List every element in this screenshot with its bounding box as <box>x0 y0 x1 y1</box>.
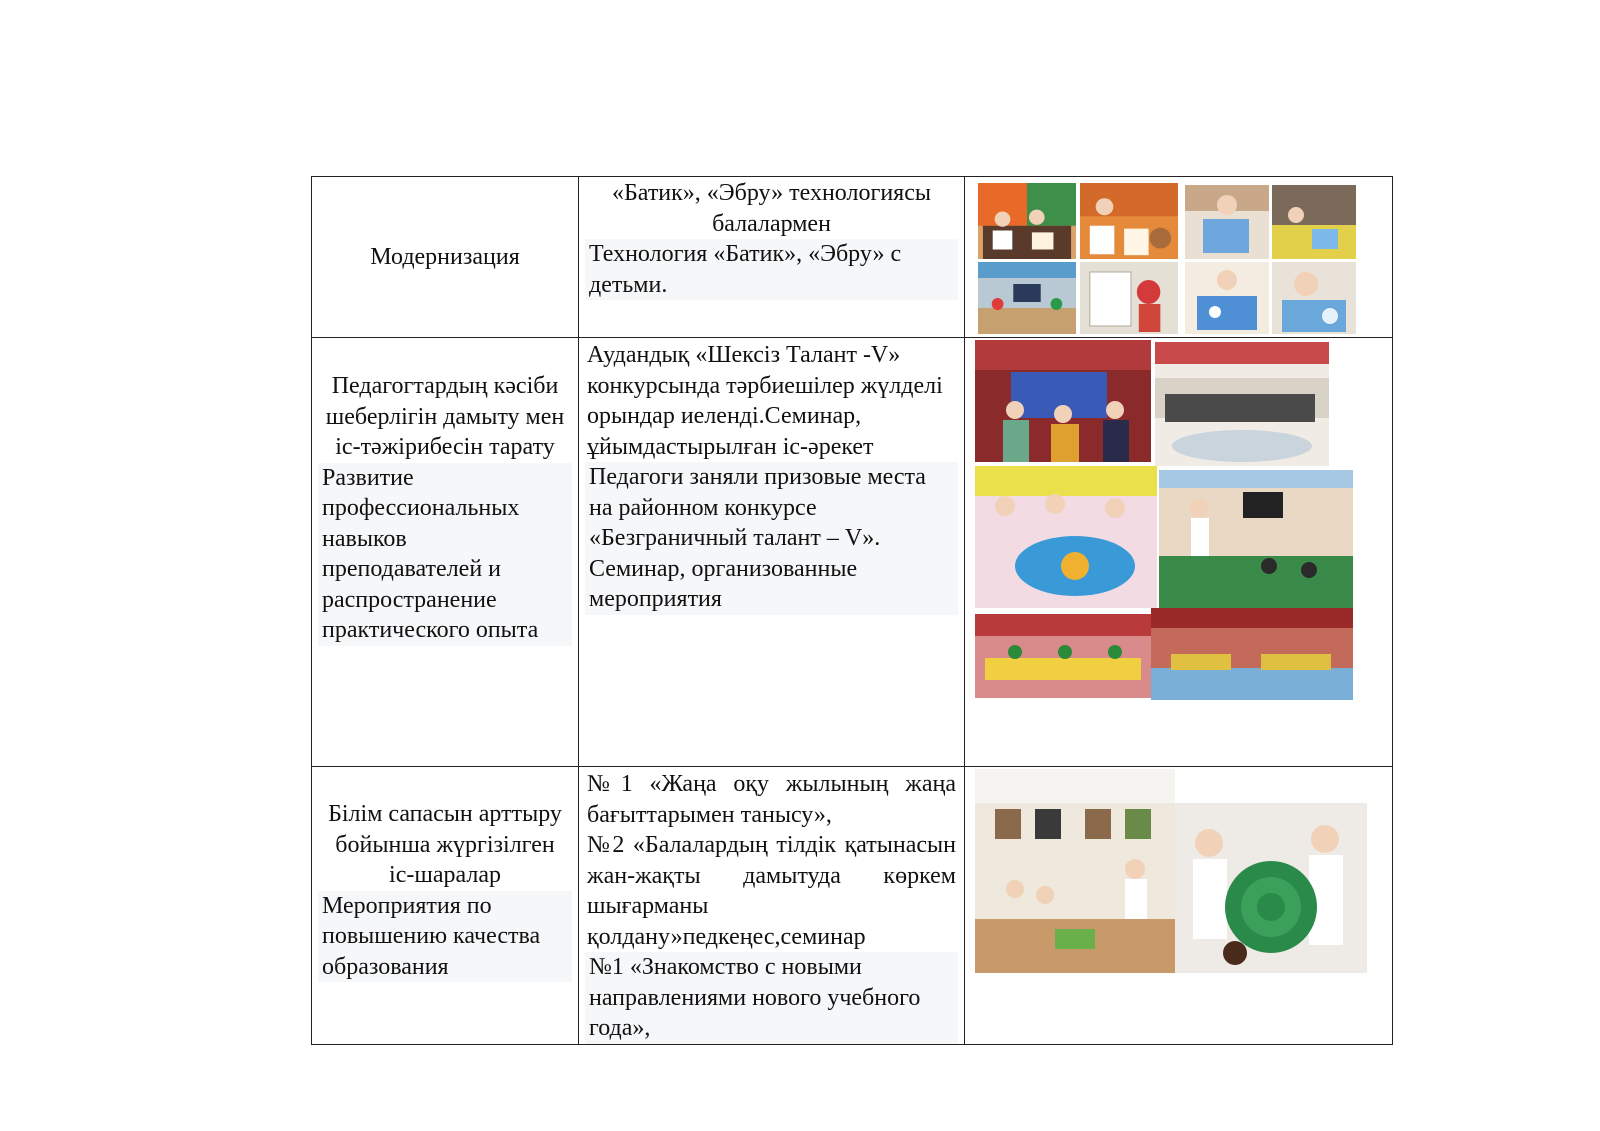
row1-desc-ru: Технология «Батик», «Эбру» с детьми. <box>585 239 958 300</box>
row3-photos-cell <box>965 767 1393 1045</box>
row1-description-cell <box>579 177 965 338</box>
row1-title-kz: Модернизация <box>370 243 520 270</box>
table-row <box>312 338 1393 767</box>
row3-photo-collage <box>965 767 1392 1044</box>
children-painting-photo <box>975 466 1157 608</box>
classroom-tables-photo <box>1151 608 1353 700</box>
row2-desc-kz: Аудандық «Шексіз Талант -V» конкурсында тәрбиешілер жүлделі орындар иеленді.Семинар, ұйымдастырылған іс-әрекет <box>587 342 943 460</box>
table-row <box>312 177 1393 338</box>
teachers-meeting-photo <box>975 769 1175 973</box>
craft-table-photo <box>1272 185 1356 259</box>
row1-desc-kz: «Батик», «Эбру» технологиясы балалармен <box>612 180 931 237</box>
teacher-class-photo <box>1159 470 1353 610</box>
table-row <box>312 767 1393 1045</box>
child-blue-print-photo <box>1185 262 1269 334</box>
row1-photos-cell <box>965 177 1393 338</box>
row1-title-cell <box>312 177 579 338</box>
row2-photo-collage <box>965 338 1392 766</box>
classroom-activity-photo <box>975 614 1151 698</box>
teachers-game-photo <box>1175 803 1367 973</box>
row3-title-cell <box>312 767 579 1045</box>
group-stage-photo <box>1155 342 1329 466</box>
row2-title-cell <box>312 338 579 767</box>
row3-title-ru: Мероприятия по повышению качества образования <box>318 891 572 983</box>
children-artwork-photo <box>1080 183 1178 259</box>
stage-performance-photo <box>975 340 1151 462</box>
activities-table <box>311 176 1393 1045</box>
row1-photo-collage <box>965 177 1392 337</box>
row2-title-kz: Педагогтардың кәсіби шеберлігін дамыту мен іс-тәжірибесін тарату <box>325 373 565 460</box>
row2-description-cell <box>579 338 965 767</box>
row2-desc-ru: Педагоги заняли призовые места на районном конкурсе «Безграничный талант – V». Семинар, организованные мероприятия <box>585 462 958 615</box>
row3-description-cell <box>579 767 965 1045</box>
row3-desc-ru: №1 «Знакомство с новыми направлениями нового учебного года», <box>585 952 958 1044</box>
row3-desc-kz-1: №1 «Жаңа оқу жылының жаңа бағыттарымен танысу», <box>587 771 956 828</box>
child-holding-print-photo <box>1272 262 1356 334</box>
row2-photos-cell <box>965 338 1393 767</box>
row3-desc-kz-2: №2 «Балалардың тілдік қатынасын жан-жақты дамытуда көркем шығарманы қолдану»педкеңес,семинар <box>587 832 956 950</box>
child-easel-photo <box>1080 262 1178 334</box>
row2-title-ru: Развитие профессиональных навыков преподавателей и распространение практического опыта <box>318 463 572 646</box>
child-painting-photo <box>1185 185 1269 259</box>
batik-class-photo <box>978 183 1076 259</box>
row3-title-kz: Білім сапасын арттыру бойынша жүргізілген іс-шаралар <box>328 801 562 888</box>
classroom-photo <box>978 262 1076 334</box>
